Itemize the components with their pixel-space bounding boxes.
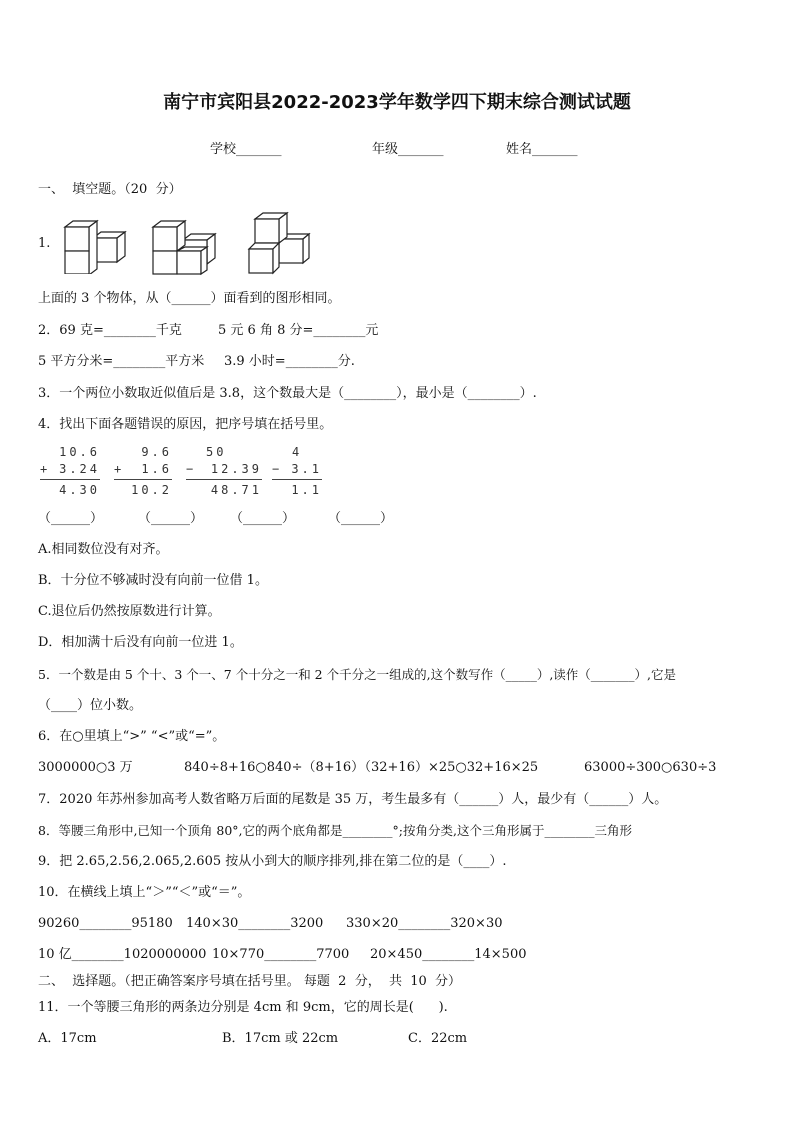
q4-blank-1[interactable]: （______） [38,511,104,526]
q4-option-c: C.退位后仍然按原数进行计算。 [38,604,221,619]
q1-text: 上面的 3 个物体，从（______）面看到的图形相同。 [38,291,341,306]
q10-row1-item-3: 330×20________320×30 [346,916,503,931]
q2-line2b: 3.9 小时=________分. [224,354,355,369]
q6-item-3: （32+16）×25○32+16×25 [358,760,539,775]
arith-result: 1.1 [291,483,322,497]
q10-row1-item-2: 140×30________3200 [186,916,324,931]
grade-field[interactable]: 年级_______ [372,142,444,157]
q4-blank-3[interactable]: （______） [230,511,296,526]
q10-text: 10．在横线上填上“＞”“＜”或“＝”。 [38,885,251,900]
q10-row1-item-1: 90260________95180 [38,916,173,931]
school-field[interactable]: 学校_______ [210,142,282,157]
page-title: 南宁市宾阳县2022-2023学年数学四下期末综合测试试题 [163,92,631,113]
q4-blank-4[interactable]: （______） [328,511,394,526]
q4-option-d: D．相加满十后没有向前一位进 1。 [38,635,243,650]
arith-problem-1 [40,444,100,499]
q6-text: 6．在○里填上“>” “<”或“=”。 [38,729,226,744]
cube-stack-figure-2-icon [150,218,220,276]
q10-row2-item-1: 10 亿________1020000000 [38,947,207,962]
q2-line2a: 5 平方分米=________平方米 [38,354,205,369]
q11-option-b[interactable]: B．17cm 或 22cm [222,1031,339,1046]
arith-top: 50 [206,445,227,459]
q4-option-a: A.相同数位没有对齐。 [38,542,169,557]
arith-problem-2 [114,444,172,499]
cube-stack-figure-3-icon [246,210,316,276]
q4-option-b: B．十分位不够减时没有向前一位借 1。 [38,573,268,588]
arith-operator: − [272,462,283,476]
arith-second: 12.39 [210,462,262,476]
arith-top: 10.6 [59,445,100,459]
arith-result: 4.30 [59,483,100,497]
arith-rule [114,479,172,480]
arith-second: 3.1 [291,462,322,476]
q4-text: 4．找出下面各题错误的原因，把序号填在括号里。 [38,417,333,432]
arith-problem-3 [186,444,262,499]
q5-line1: 5．一个数是由 5 个十、3 个一、7 个十分之一和 2 个千分之一组成的,这个数写作（_____）,读作（_______）,它是 [38,667,677,682]
q9-text: 9．把 2.65,2.56,2.065,2.605 按从小到大的顺序排列,排在第二位的是（____）. [38,854,507,869]
arith-operator: − [186,462,197,476]
q11-option-a[interactable]: A．17cm [38,1031,97,1046]
section-2-heading: 二、 选择题。（把正确答案序号填在括号里。 每题 2 分， 共 10 分） [38,974,462,989]
arith-problem-4 [272,444,322,499]
q11-text: 11．一个等腰三角形的两条边分别是 4cm 和 9cm，它的周长是( ). [38,1000,448,1015]
q2-line1a: 2．69 克=________千克 [38,323,182,338]
q6-item-2: 840÷8+16○840÷（8+16） [184,760,365,775]
arith-top: 4 [292,445,303,459]
arith-result: 48.71 [210,483,262,497]
q1-number: 1. [38,236,51,251]
q10-row2-item-2: 10×770________7700 [212,947,350,962]
arith-operator: + [40,462,51,476]
q8-text: 8．等腰三角形中,已知一个顶角 80°,它的两个底角都是________°;按角分类,这个三角形属于________三角形 [38,823,632,838]
arith-second: 1.6 [141,462,172,476]
q6-item-4: 63000÷300○630÷3 [584,760,717,775]
q6-item-1: 3000000○3 万 [38,760,133,775]
arith-rule [272,479,322,480]
arith-top: 9.6 [141,445,172,459]
arith-rule [40,479,100,480]
section-1-heading: 一、 填空题。（20 分） [38,182,182,197]
q11-option-c[interactable]: C．22cm [408,1031,468,1046]
q4-blank-2[interactable]: （______） [138,511,204,526]
q5-line2: （____）位小数。 [38,698,143,713]
q10-row2-item-3: 20×450________14×500 [370,947,527,962]
q7-text: 7．2020 年苏州参加高考人数省略万后面的尾数是 35 万，考生最多有（______）人，最少有（______）人。 [38,792,668,807]
arith-rule [186,479,262,480]
q2-line1b: 5 元 6 角 8 分=________元 [218,323,379,338]
q3-text: 3．一个两位小数取近似值后是 3.8，这个数最大是（________），最小是（________）. [38,386,537,401]
cube-stack-figure-1-icon [62,214,132,274]
arith-result: 10.2 [131,483,172,497]
name-field[interactable]: 姓名_______ [506,142,578,157]
arith-second: 3.24 [59,462,100,476]
arith-operator: + [114,462,125,476]
